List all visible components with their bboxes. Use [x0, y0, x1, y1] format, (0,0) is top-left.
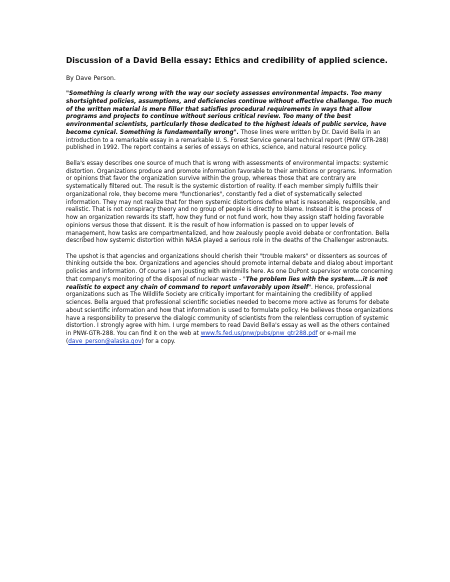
- author-line: By Dave Person.: [66, 75, 116, 82]
- paragraph-1-text: Those lines were written by Dr. David Bella in an introduction to a remarkable essay in a remarkable U. S. Forest Service general technical report (PNW GTR-288) published in 1992. The report contains a series of essays on ethics, science, and natural resource policy.: [66, 129, 389, 152]
- opening-quote: "Something is clearly wrong with the way our society assesses environmental impacts. Too many shortsighted policies, assumptions, and deficiencies continue without effective challenge. Too much of the written material is mere filler that satisfies procedural requirements in ways that allow programs and projects to continue without serious critical review. Too many of the best environmental scientists, particularly those dedicated to the highest ideals of public service, have become cynical. Something is fundamentally wrong".: [66, 91, 393, 136]
- paragraph-3-text-b: ". Hence, professional organizations such as The Wildlife Society are critically important for maintaining the credibility of applied sciences. Bella argued that professional scientific societies needed to become more active as forums for debate about scientific information and how that information is used to formulate policy. He believes those organizations have a responsibility to preserve the dialogic community of scientists from the relentless corruption of systemic distortion. I strongly agree with him. I urge members to read David Bella's essay as well as the others contained in PNW-GTR-288. You can find it on the web at: [66, 284, 393, 338]
- paragraph-3-text-a: The upshot is that agencies and organizations should cherish their "trouble makers" or dissenters as sources of thinking outside the box. Organizations and agencies should promote internal debate and dialog about important policies and information. Of course I am jousting with windmills here. As one DuPont supervisor wrote concerning that company's monitoring of the disposal of nuclear waste - ": [66, 253, 393, 283]
- paragraph-3-text-d: ) for a copy.: [141, 338, 176, 345]
- paragraph-3-text-c: or e-mail me (: [66, 331, 357, 345]
- paragraph-2: Bella's essay describes one source of much that is wrong with assessments of environmental impacts: systemic distortion. Organizations produce and promote information favorable to their ambitions or programs. Information or opinions that favor the organization survive within the group, whereas those that are contrary are systematically filtered out. The result is the systemic distortion of reality. If each member simply fulfills their organizational role, they become mere "functionaries", constantly fed a diet of systematically selected information. They may not realize that for them systemic distortions define what is reasonable, responsible, and realistic. That is not conspiracy theory and no group of people is directly to blame. Instead it is the process of how an organization rewards its staff, how they fund or not fund work, how they assign staff holding favorable opinions versus those that dissent. It is the result of how information is passed on to upper levels of management, how tasks are compartmentalized, and how zealously people avoid debate or confrontation. Bella described how systemic distortion within NASA played a serious role in the deaths of the Challenger astronauts.: [66, 160, 392, 245]
- document-title: [66, 56, 394, 66]
- email-link[interactable]: dave_person@alaska.gov: [68, 338, 142, 345]
- report-link[interactable]: www.fs.fed.us/pnw/pubs/pnw_gtr288.pdf: [200, 331, 318, 338]
- title-part2: Ethics and credibility of applied science.: [211, 56, 388, 65]
- title-part1: Discussion of a David Bella essay: [66, 56, 209, 65]
- paragraph-3: [66, 254, 394, 347]
- dupont-quote: The problem lies with the system....it is not realistic to expect any chain of command to report unfavorably upon itself: [66, 276, 388, 291]
- paragraph-1: [66, 91, 394, 153]
- title-colon: :: [208, 56, 212, 66]
